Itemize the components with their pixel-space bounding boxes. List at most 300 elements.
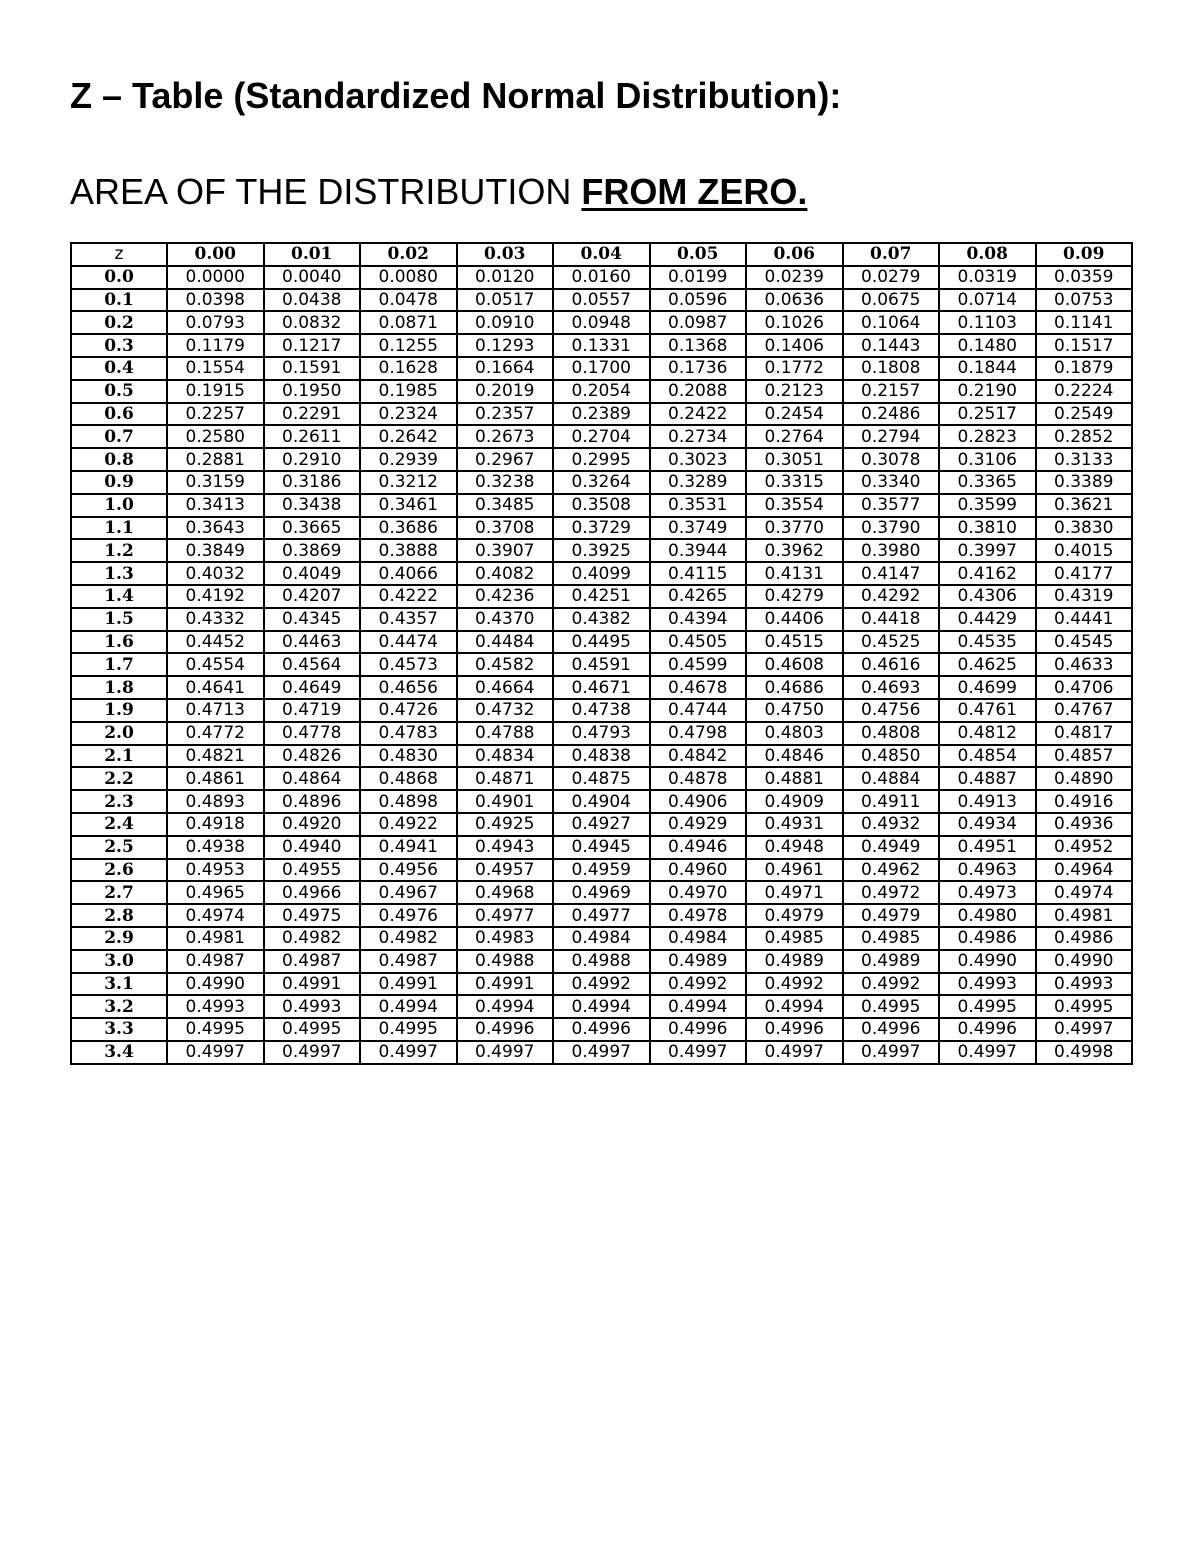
table-cell: 0.2190 bbox=[939, 380, 1036, 403]
table-cell: 0.3790 bbox=[843, 517, 940, 540]
row-header: 0.7 bbox=[71, 425, 167, 448]
table-cell: 0.3531 bbox=[650, 494, 747, 517]
table-cell: 0.3997 bbox=[939, 539, 1036, 562]
table-cell: 0.4515 bbox=[746, 631, 843, 654]
table-cell: 0.4943 bbox=[457, 836, 554, 859]
table-cell: 0.4474 bbox=[360, 631, 457, 654]
table-cell: 0.4969 bbox=[553, 881, 650, 904]
table-cell: 0.3869 bbox=[264, 539, 361, 562]
table-cell: 0.4495 bbox=[553, 631, 650, 654]
table-cell: 0.3051 bbox=[746, 448, 843, 471]
table-cell: 0.0080 bbox=[360, 266, 457, 289]
table-cell: 0.4995 bbox=[843, 995, 940, 1018]
table-cell: 0.4982 bbox=[360, 927, 457, 950]
table-row bbox=[71, 745, 1132, 768]
row-header: 2.2 bbox=[71, 767, 167, 790]
table-cell: 0.4977 bbox=[457, 904, 554, 927]
table-row bbox=[71, 813, 1132, 836]
table-cell: 0.4997 bbox=[553, 1041, 650, 1064]
table-cell: 0.4732 bbox=[457, 699, 554, 722]
table-cell: 0.2764 bbox=[746, 425, 843, 448]
table-cell: 0.4429 bbox=[939, 608, 1036, 631]
table-cell: 0.3925 bbox=[553, 539, 650, 562]
table-cell: 0.4418 bbox=[843, 608, 940, 631]
table-cell: 0.4525 bbox=[843, 631, 940, 654]
table-cell: 0.4994 bbox=[360, 995, 457, 1018]
table-cell: 0.4996 bbox=[650, 1018, 747, 1041]
table-cell: 0.0793 bbox=[167, 311, 264, 334]
table-row bbox=[71, 1018, 1132, 1041]
table-cell: 0.4582 bbox=[457, 653, 554, 676]
table-cell: 0.4945 bbox=[553, 836, 650, 859]
table-cell: 0.4940 bbox=[264, 836, 361, 859]
row-header: 3.4 bbox=[71, 1041, 167, 1064]
table-cell: 0.4993 bbox=[939, 973, 1036, 996]
row-header: 0.5 bbox=[71, 380, 167, 403]
subtitle-emphasis: FROM ZERO. bbox=[581, 171, 808, 212]
table-cell: 0.3962 bbox=[746, 539, 843, 562]
table-cell: 0.4992 bbox=[746, 973, 843, 996]
table-row bbox=[71, 539, 1132, 562]
table-cell: 0.4995 bbox=[939, 995, 1036, 1018]
table-cell: 0.4868 bbox=[360, 767, 457, 790]
table-cell: 0.4996 bbox=[843, 1018, 940, 1041]
table-row bbox=[71, 585, 1132, 608]
table-cell: 0.3186 bbox=[264, 471, 361, 494]
table-cell: 0.3133 bbox=[1036, 448, 1133, 471]
table-cell: 0.4995 bbox=[264, 1018, 361, 1041]
table-cell: 0.2357 bbox=[457, 403, 554, 426]
table-cell: 0.4082 bbox=[457, 562, 554, 585]
table-cell: 0.2549 bbox=[1036, 403, 1133, 426]
table-row bbox=[71, 973, 1132, 996]
table-cell: 0.3078 bbox=[843, 448, 940, 471]
table-cell: 0.4965 bbox=[167, 881, 264, 904]
table-cell: 0.4989 bbox=[843, 950, 940, 973]
table-cell: 0.3365 bbox=[939, 471, 1036, 494]
column-header: 0.07 bbox=[843, 243, 940, 266]
header-row bbox=[71, 243, 1132, 266]
table-row bbox=[71, 471, 1132, 494]
table-cell: 0.2517 bbox=[939, 403, 1036, 426]
table-cell: 0.4997 bbox=[1036, 1018, 1133, 1041]
table-cell: 0.1736 bbox=[650, 357, 747, 380]
table-cell: 0.4946 bbox=[650, 836, 747, 859]
table-cell: 0.4994 bbox=[650, 995, 747, 1018]
page-title: Z – Table (Standardized Normal Distribution): bbox=[70, 75, 842, 116]
table-cell: 0.4981 bbox=[1036, 904, 1133, 927]
table-cell: 0.2967 bbox=[457, 448, 554, 471]
table-cell: 0.4994 bbox=[553, 995, 650, 1018]
row-header: 1.4 bbox=[71, 585, 167, 608]
table-cell: 0.4875 bbox=[553, 767, 650, 790]
table-cell: 0.1368 bbox=[650, 334, 747, 357]
table-cell: 0.0319 bbox=[939, 266, 1036, 289]
row-header: 2.0 bbox=[71, 722, 167, 745]
row-header: 0.6 bbox=[71, 403, 167, 426]
table-cell: 0.4985 bbox=[843, 927, 940, 950]
table-cell: 0.0871 bbox=[360, 311, 457, 334]
table-cell: 0.4991 bbox=[457, 973, 554, 996]
table-cell: 0.4484 bbox=[457, 631, 554, 654]
table-cell: 0.2823 bbox=[939, 425, 1036, 448]
table-cell: 0.4986 bbox=[939, 927, 1036, 950]
table-cell: 0.4992 bbox=[843, 973, 940, 996]
table-cell: 0.4962 bbox=[843, 859, 940, 882]
table-row bbox=[71, 927, 1132, 950]
table-cell: 0.4783 bbox=[360, 722, 457, 745]
table-row bbox=[71, 699, 1132, 722]
table-cell: 0.4918 bbox=[167, 813, 264, 836]
table-cell: 0.3389 bbox=[1036, 471, 1133, 494]
table-cell: 0.4913 bbox=[939, 790, 1036, 813]
table-cell: 0.3159 bbox=[167, 471, 264, 494]
table-cell: 0.3643 bbox=[167, 517, 264, 540]
table-cell: 0.4974 bbox=[167, 904, 264, 927]
table-cell: 0.4997 bbox=[650, 1041, 747, 1064]
table-cell: 0.1443 bbox=[843, 334, 940, 357]
table-cell: 0.4713 bbox=[167, 699, 264, 722]
table-cell: 0.2454 bbox=[746, 403, 843, 426]
table-cell: 0.3106 bbox=[939, 448, 1036, 471]
table-row bbox=[71, 608, 1132, 631]
column-header: 0.04 bbox=[553, 243, 650, 266]
row-header: 0.2 bbox=[71, 311, 167, 334]
table-cell: 0.3770 bbox=[746, 517, 843, 540]
table-row bbox=[71, 904, 1132, 927]
table-cell: 0.4997 bbox=[457, 1041, 554, 1064]
table-cell: 0.1103 bbox=[939, 311, 1036, 334]
column-header: 0.08 bbox=[939, 243, 1036, 266]
table-cell: 0.4997 bbox=[939, 1041, 1036, 1064]
table-cell: 0.0517 bbox=[457, 289, 554, 312]
table-cell: 0.4984 bbox=[650, 927, 747, 950]
table-cell: 0.4922 bbox=[360, 813, 457, 836]
table-cell: 0.4993 bbox=[1036, 973, 1133, 996]
table-cell: 0.4345 bbox=[264, 608, 361, 631]
table-cell: 0.4251 bbox=[553, 585, 650, 608]
table-cell: 0.4974 bbox=[1036, 881, 1133, 904]
column-header: 0.05 bbox=[650, 243, 747, 266]
table-cell: 0.4115 bbox=[650, 562, 747, 585]
table-cell: 0.4961 bbox=[746, 859, 843, 882]
row-header: 3.1 bbox=[71, 973, 167, 996]
table-cell: 0.4162 bbox=[939, 562, 1036, 585]
table-cell: 0.4633 bbox=[1036, 653, 1133, 676]
table-cell: 0.3944 bbox=[650, 539, 747, 562]
table-cell: 0.4750 bbox=[746, 699, 843, 722]
table-cell: 0.4996 bbox=[939, 1018, 1036, 1041]
table-cell: 0.4793 bbox=[553, 722, 650, 745]
table-cell: 0.4916 bbox=[1036, 790, 1133, 813]
row-header: 1.2 bbox=[71, 539, 167, 562]
table-cell: 0.4995 bbox=[1036, 995, 1133, 1018]
row-header: 2.7 bbox=[71, 881, 167, 904]
table-cell: 0.4861 bbox=[167, 767, 264, 790]
table-row bbox=[71, 266, 1132, 289]
table-cell: 0.1591 bbox=[264, 357, 361, 380]
table-cell: 0.4798 bbox=[650, 722, 747, 745]
table-cell: 0.4959 bbox=[553, 859, 650, 882]
row-header: 2.8 bbox=[71, 904, 167, 927]
table-cell: 0.4988 bbox=[457, 950, 554, 973]
table-row bbox=[71, 995, 1132, 1018]
table-cell: 0.0832 bbox=[264, 311, 361, 334]
table-cell: 0.4971 bbox=[746, 881, 843, 904]
table-cell: 0.4854 bbox=[939, 745, 1036, 768]
table-cell: 0.4838 bbox=[553, 745, 650, 768]
table-cell: 0.0279 bbox=[843, 266, 940, 289]
table-cell: 0.4976 bbox=[360, 904, 457, 927]
table-cell: 0.1406 bbox=[746, 334, 843, 357]
row-header: 2.6 bbox=[71, 859, 167, 882]
table-cell: 0.4332 bbox=[167, 608, 264, 631]
table-cell: 0.2291 bbox=[264, 403, 361, 426]
table-cell: 0.4949 bbox=[843, 836, 940, 859]
table-cell: 0.0557 bbox=[553, 289, 650, 312]
table-cell: 0.4591 bbox=[553, 653, 650, 676]
table-cell: 0.3413 bbox=[167, 494, 264, 517]
table-cell: 0.4991 bbox=[264, 973, 361, 996]
table-cell: 0.2995 bbox=[553, 448, 650, 471]
table-cell: 0.1915 bbox=[167, 380, 264, 403]
table-cell: 0.4979 bbox=[843, 904, 940, 927]
table-cell: 0.0478 bbox=[360, 289, 457, 312]
table-cell: 0.1700 bbox=[553, 357, 650, 380]
table-cell: 0.2580 bbox=[167, 425, 264, 448]
table-cell: 0.3289 bbox=[650, 471, 747, 494]
row-header: 2.3 bbox=[71, 790, 167, 813]
table-cell: 0.4901 bbox=[457, 790, 554, 813]
table-cell: 0.3708 bbox=[457, 517, 554, 540]
table-cell: 0.4032 bbox=[167, 562, 264, 585]
table-cell: 0.4599 bbox=[650, 653, 747, 676]
table-cell: 0.2611 bbox=[264, 425, 361, 448]
table-cell: 0.4920 bbox=[264, 813, 361, 836]
table-cell: 0.4975 bbox=[264, 904, 361, 927]
row-header: 3.0 bbox=[71, 950, 167, 973]
table-cell: 0.4881 bbox=[746, 767, 843, 790]
table-cell: 0.1985 bbox=[360, 380, 457, 403]
table-cell: 0.0199 bbox=[650, 266, 747, 289]
table-cell: 0.4236 bbox=[457, 585, 554, 608]
table-cell: 0.4699 bbox=[939, 676, 1036, 699]
table-cell: 0.1664 bbox=[457, 357, 554, 380]
table-cell: 0.4941 bbox=[360, 836, 457, 859]
table-cell: 0.4932 bbox=[843, 813, 940, 836]
table-cell: 0.4884 bbox=[843, 767, 940, 790]
table-cell: 0.4998 bbox=[1036, 1041, 1133, 1064]
table-cell: 0.4719 bbox=[264, 699, 361, 722]
table-cell: 0.3485 bbox=[457, 494, 554, 517]
table-row bbox=[71, 494, 1132, 517]
table-row bbox=[71, 653, 1132, 676]
table-cell: 0.2939 bbox=[360, 448, 457, 471]
table-cell: 0.4826 bbox=[264, 745, 361, 768]
table-cell: 0.4394 bbox=[650, 608, 747, 631]
table-cell: 0.4756 bbox=[843, 699, 940, 722]
table-cell: 0.4678 bbox=[650, 676, 747, 699]
table-cell: 0.4898 bbox=[360, 790, 457, 813]
table-cell: 0.4850 bbox=[843, 745, 940, 768]
table-cell: 0.2910 bbox=[264, 448, 361, 471]
table-cell: 0.4997 bbox=[843, 1041, 940, 1064]
table-cell: 0.2257 bbox=[167, 403, 264, 426]
column-header: 0.02 bbox=[360, 243, 457, 266]
table-cell: 0.4319 bbox=[1036, 585, 1133, 608]
table-row bbox=[71, 357, 1132, 380]
table-cell: 0.4936 bbox=[1036, 813, 1133, 836]
table-row bbox=[71, 790, 1132, 813]
table-cell: 0.1064 bbox=[843, 311, 940, 334]
table-cell: 0.4978 bbox=[650, 904, 747, 927]
table-cell: 0.3888 bbox=[360, 539, 457, 562]
table-cell: 0.4772 bbox=[167, 722, 264, 745]
table-cell: 0.4616 bbox=[843, 653, 940, 676]
table-cell: 0.3340 bbox=[843, 471, 940, 494]
row-header: 0.9 bbox=[71, 471, 167, 494]
table-cell: 0.4812 bbox=[939, 722, 1036, 745]
table-cell: 0.4441 bbox=[1036, 608, 1133, 631]
table-cell: 0.4994 bbox=[457, 995, 554, 1018]
table-cell: 0.1554 bbox=[167, 357, 264, 380]
table-cell: 0.2734 bbox=[650, 425, 747, 448]
table-cell: 0.4996 bbox=[746, 1018, 843, 1041]
row-header: 1.5 bbox=[71, 608, 167, 631]
table-cell: 0.1331 bbox=[553, 334, 650, 357]
table-cell: 0.0398 bbox=[167, 289, 264, 312]
table-row bbox=[71, 380, 1132, 403]
table-row bbox=[71, 950, 1132, 973]
table-row bbox=[71, 448, 1132, 471]
table-cell: 0.4970 bbox=[650, 881, 747, 904]
table-cell: 0.0753 bbox=[1036, 289, 1133, 312]
column-header: 0.06 bbox=[746, 243, 843, 266]
table-cell: 0.0714 bbox=[939, 289, 1036, 312]
table-cell: 0.2852 bbox=[1036, 425, 1133, 448]
page-subtitle bbox=[70, 170, 807, 214]
table-cell: 0.2794 bbox=[843, 425, 940, 448]
table-cell: 0.1844 bbox=[939, 357, 1036, 380]
table-cell: 0.1141 bbox=[1036, 311, 1133, 334]
table-cell: 0.0000 bbox=[167, 266, 264, 289]
row-header: 0.3 bbox=[71, 334, 167, 357]
table-cell: 0.4893 bbox=[167, 790, 264, 813]
table-cell: 0.4992 bbox=[650, 973, 747, 996]
table-cell: 0.4987 bbox=[264, 950, 361, 973]
table-cell: 0.4981 bbox=[167, 927, 264, 950]
table-cell: 0.4890 bbox=[1036, 767, 1133, 790]
table-cell: 0.4957 bbox=[457, 859, 554, 882]
table-cell: 0.4279 bbox=[746, 585, 843, 608]
table-cell: 0.2673 bbox=[457, 425, 554, 448]
table-cell: 0.4979 bbox=[746, 904, 843, 927]
row-header: 3.2 bbox=[71, 995, 167, 1018]
table-cell: 0.4147 bbox=[843, 562, 940, 585]
table-cell: 0.4994 bbox=[746, 995, 843, 1018]
table-cell: 0.4803 bbox=[746, 722, 843, 745]
table-cell: 0.4671 bbox=[553, 676, 650, 699]
table-cell: 0.4641 bbox=[167, 676, 264, 699]
table-row bbox=[71, 836, 1132, 859]
table-cell: 0.4265 bbox=[650, 585, 747, 608]
table-cell: 0.0910 bbox=[457, 311, 554, 334]
table-cell: 0.2422 bbox=[650, 403, 747, 426]
table-cell: 0.4956 bbox=[360, 859, 457, 882]
table-cell: 0.4864 bbox=[264, 767, 361, 790]
table-cell: 0.4985 bbox=[746, 927, 843, 950]
table-cell: 0.3238 bbox=[457, 471, 554, 494]
table-cell: 0.3849 bbox=[167, 539, 264, 562]
table-cell: 0.3508 bbox=[553, 494, 650, 517]
table-cell: 0.3315 bbox=[746, 471, 843, 494]
table-cell: 0.4990 bbox=[939, 950, 1036, 973]
table-cell: 0.4693 bbox=[843, 676, 940, 699]
table-cell: 0.4778 bbox=[264, 722, 361, 745]
table-cell: 0.4382 bbox=[553, 608, 650, 631]
table-cell: 0.2389 bbox=[553, 403, 650, 426]
table-cell: 0.2486 bbox=[843, 403, 940, 426]
table-cell: 0.2019 bbox=[457, 380, 554, 403]
table-cell: 0.0675 bbox=[843, 289, 940, 312]
table-cell: 0.4545 bbox=[1036, 631, 1133, 654]
table-cell: 0.4842 bbox=[650, 745, 747, 768]
table-cell: 0.3577 bbox=[843, 494, 940, 517]
table-cell: 0.4952 bbox=[1036, 836, 1133, 859]
table-cell: 0.4963 bbox=[939, 859, 1036, 882]
table-cell: 0.2881 bbox=[167, 448, 264, 471]
table-cell: 0.4463 bbox=[264, 631, 361, 654]
table-cell: 0.3907 bbox=[457, 539, 554, 562]
table-cell: 0.4887 bbox=[939, 767, 1036, 790]
table-cell: 0.2088 bbox=[650, 380, 747, 403]
table-row bbox=[71, 425, 1132, 448]
row-header: 2.5 bbox=[71, 836, 167, 859]
table-cell: 0.4990 bbox=[167, 973, 264, 996]
row-header: 1.6 bbox=[71, 631, 167, 654]
table-cell: 0.4973 bbox=[939, 881, 1036, 904]
table-cell: 0.4573 bbox=[360, 653, 457, 676]
table-cell: 0.2224 bbox=[1036, 380, 1133, 403]
table-cell: 0.3212 bbox=[360, 471, 457, 494]
table-cell: 0.4821 bbox=[167, 745, 264, 768]
table-cell: 0.4564 bbox=[264, 653, 361, 676]
table-cell: 0.2642 bbox=[360, 425, 457, 448]
table-cell: 0.4099 bbox=[553, 562, 650, 585]
table-cell: 0.4357 bbox=[360, 608, 457, 631]
row-header: 0.0 bbox=[71, 266, 167, 289]
table-row bbox=[71, 767, 1132, 790]
table-cell: 0.3810 bbox=[939, 517, 1036, 540]
table-cell: 0.4986 bbox=[1036, 927, 1133, 950]
table-row bbox=[71, 517, 1132, 540]
table-cell: 0.4767 bbox=[1036, 699, 1133, 722]
column-header: 0.09 bbox=[1036, 243, 1133, 266]
table-cell: 0.4987 bbox=[167, 950, 264, 973]
table-cell: 0.1217 bbox=[264, 334, 361, 357]
table-cell: 0.3686 bbox=[360, 517, 457, 540]
table-cell: 0.4931 bbox=[746, 813, 843, 836]
table-cell: 0.4987 bbox=[360, 950, 457, 973]
table-cell: 0.4871 bbox=[457, 767, 554, 790]
table-cell: 0.4972 bbox=[843, 881, 940, 904]
table-cell: 0.4989 bbox=[650, 950, 747, 973]
table-cell: 0.3665 bbox=[264, 517, 361, 540]
z-table bbox=[70, 242, 1133, 1065]
table-cell: 0.4649 bbox=[264, 676, 361, 699]
table-row bbox=[71, 289, 1132, 312]
table-cell: 0.3264 bbox=[553, 471, 650, 494]
